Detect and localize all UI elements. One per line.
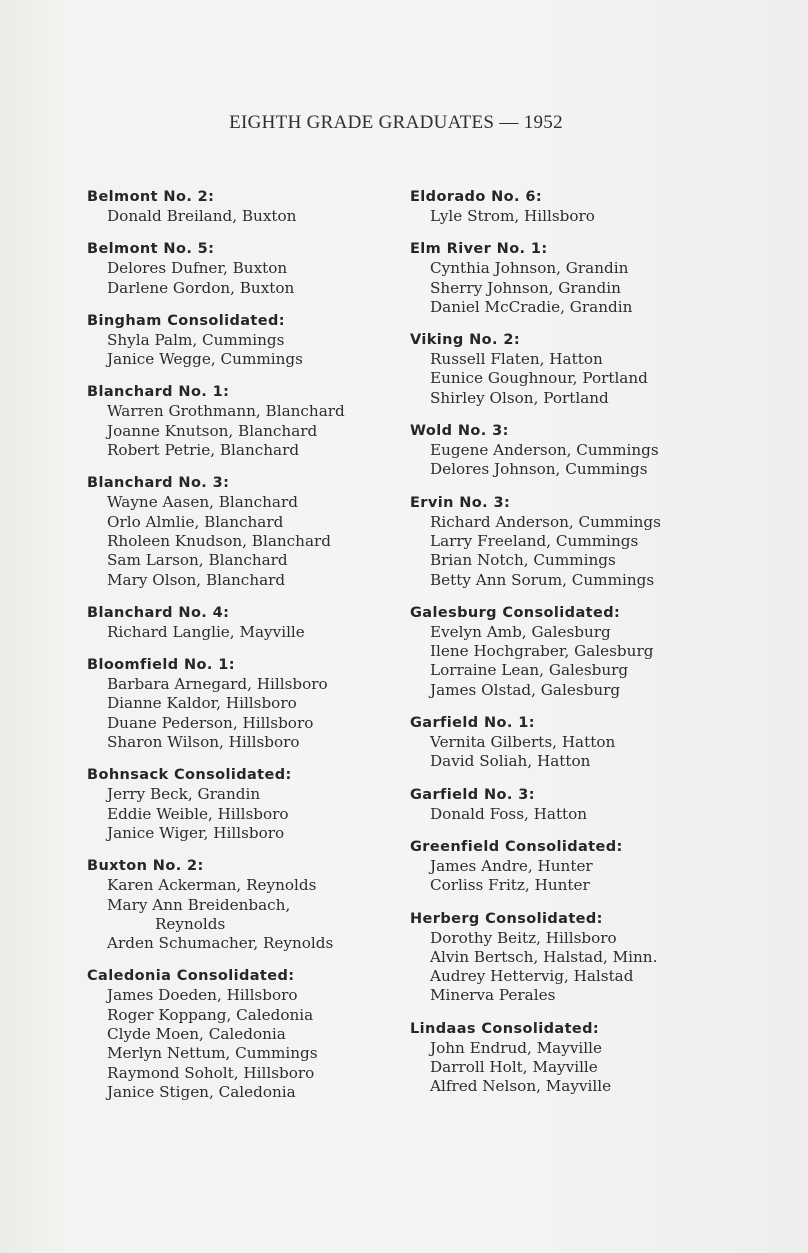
school-name: Belmont No. 5: bbox=[87, 241, 215, 258]
school-name: Eldorado No. 6: bbox=[410, 189, 543, 205]
graduate-entry: Alvin Bertsch, Halstad, Minn. bbox=[430, 947, 658, 966]
school-name: Bloomfield No. 1: bbox=[87, 657, 235, 674]
graduate-entry: Ilene Hochgraber, Galesburg bbox=[430, 642, 654, 661]
school-name: Belmont No. 2: bbox=[87, 189, 215, 205]
page-title: EIGHTH GRADE GRADUATES — 1952 bbox=[229, 112, 563, 133]
school-name: Elm River No. 1: bbox=[410, 241, 548, 258]
graduate-entry: Alfred Nelson, Mayville bbox=[430, 1077, 612, 1096]
school-block-belmont-no-5 bbox=[87, 240, 417, 298]
graduate-entry: Russell Flaten, Hatton bbox=[430, 350, 603, 369]
graduate-entry: Robert Petrie, Blanchard bbox=[107, 441, 300, 460]
graduate-entry: Richard Langlie, Mayville bbox=[107, 622, 305, 641]
graduate-entry: Jerry Beck, Grandin bbox=[107, 785, 261, 804]
school-block-wold-no-3 bbox=[410, 422, 740, 480]
graduate-entry: Minerva Perales bbox=[430, 986, 556, 1005]
school-block-bloomfield-no-1 bbox=[87, 656, 417, 752]
graduate-entry: Evelyn Amb, Galesburg bbox=[430, 622, 611, 641]
graduate-entry: Arden Schumacher, Reynolds bbox=[107, 934, 334, 953]
school-block-elm-river-no-1 bbox=[410, 240, 740, 317]
left-column bbox=[87, 188, 417, 1116]
graduate-entry: Shirley Olson, Portland bbox=[430, 388, 609, 407]
graduate-entry: Raymond Soholt, Hillsboro bbox=[107, 1063, 315, 1082]
graduate-entry: Reynolds bbox=[155, 914, 226, 933]
graduate-entry: Cynthia Johnson, Grandin bbox=[430, 259, 629, 278]
graduate-entry: Larry Freeland, Cummings bbox=[430, 531, 639, 550]
school-name: Blanchard No. 4: bbox=[87, 604, 230, 621]
graduate-entry: Mary Olson, Blanchard bbox=[107, 570, 286, 589]
school-name: Herberg Consolidated: bbox=[410, 910, 603, 927]
school-block-bohnsack-consolidated bbox=[87, 766, 417, 843]
graduate-entry: Delores Dufner, Buxton bbox=[107, 259, 288, 278]
graduate-entry: Donald Foss, Hatton bbox=[430, 804, 588, 823]
graduate-entry: James Olstad, Galesburg bbox=[430, 680, 621, 699]
school-block-garfield-no-3 bbox=[410, 786, 740, 824]
graduate-entry: Orlo Almlie, Blanchard bbox=[107, 512, 284, 531]
graduate-entry: Shyla Palm, Cummings bbox=[107, 330, 285, 349]
school-block-viking-no-2 bbox=[410, 331, 740, 408]
school-block-eldorado-no-6 bbox=[410, 188, 740, 226]
graduate-entry: Merlyn Nettum, Cummings bbox=[107, 1044, 318, 1063]
graduate-entry: Dorothy Beitz, Hillsboro bbox=[430, 928, 617, 947]
school-name: Wold No. 3: bbox=[410, 423, 509, 440]
graduate-entry: Daniel McCradie, Grandin bbox=[430, 297, 633, 316]
school-name: Blanchard No. 3: bbox=[87, 475, 230, 492]
graduate-entry: Roger Koppang, Caledonia bbox=[107, 1005, 314, 1024]
graduate-entry: Joanne Knutson, Blanchard bbox=[107, 421, 318, 440]
school-name: Buxton No. 2: bbox=[87, 858, 204, 875]
school-block-bingham-consolidated bbox=[87, 312, 417, 370]
school-block-buxton-no-2 bbox=[87, 857, 417, 953]
graduate-entry: David Soliah, Hatton bbox=[430, 752, 591, 771]
school-block-belmont-no-2 bbox=[87, 188, 417, 226]
graduate-entry: Eugene Anderson, Cummings bbox=[430, 441, 659, 460]
graduate-entry: Clyde Moen, Caledonia bbox=[107, 1025, 286, 1044]
graduate-entry: Corliss Fritz, Hunter bbox=[430, 876, 590, 895]
school-name: Garfield No. 3: bbox=[410, 786, 535, 803]
school-block-galesburg-consolidated bbox=[410, 604, 740, 700]
graduate-entry: John Endrud, Mayville bbox=[430, 1038, 602, 1057]
graduate-entry: Delores Johnson, Cummings bbox=[430, 460, 648, 479]
school-name: Garfield No. 1: bbox=[410, 715, 535, 732]
school-name: Viking No. 2: bbox=[410, 332, 521, 349]
graduate-entry: Karen Ackerman, Reynolds bbox=[107, 876, 317, 895]
right-column bbox=[410, 188, 740, 1111]
graduate-entry: Darlene Gordon, Buxton bbox=[107, 278, 295, 297]
graduate-entry: Janice Wegge, Cummings bbox=[107, 350, 303, 369]
graduate-entry: Richard Anderson, Cummings bbox=[430, 512, 661, 531]
graduate-entry: James Andre, Hunter bbox=[430, 856, 593, 875]
school-block-lindaas-consolidated bbox=[410, 1020, 740, 1097]
graduate-entry: Donald Breiland, Buxton bbox=[107, 207, 297, 225]
graduate-entry: Duane Pederson, Hillsboro bbox=[107, 713, 314, 732]
graduate-entry: Betty Ann Sorum, Cummings bbox=[430, 570, 655, 589]
school-block-blanchard-no-4 bbox=[87, 604, 417, 642]
graduate-entry: Barbara Arnegard, Hillsboro bbox=[107, 675, 328, 694]
school-name: Ervin No. 3: bbox=[410, 494, 511, 511]
graduate-entry: Eunice Goughnour, Portland bbox=[430, 369, 648, 388]
graduate-entry: Eddie Weible, Hillsboro bbox=[107, 804, 289, 823]
graduate-entry: Sam Larson, Blanchard bbox=[107, 551, 288, 570]
graduate-entry: Vernita Gilberts, Hatton bbox=[430, 733, 616, 752]
school-name: Lindaas Consolidated: bbox=[410, 1020, 600, 1037]
graduate-entry: Mary Ann Breidenbach, bbox=[107, 895, 291, 914]
graduate-entry: Brian Notch, Cummings bbox=[430, 551, 616, 570]
graduate-entry: Wayne Aasen, Blanchard bbox=[107, 493, 298, 512]
school-block-ervin-no-3 bbox=[410, 494, 740, 590]
school-name: Blanchard No. 1: bbox=[87, 384, 230, 401]
school-block-caledonia-consolidated bbox=[87, 967, 417, 1102]
school-block-garfield-no-1 bbox=[410, 714, 740, 772]
school-name: Caledonia Consolidated: bbox=[87, 968, 295, 985]
graduate-entry: Audrey Hettervig, Halstad bbox=[430, 967, 634, 986]
school-name: Bohnsack Consolidated: bbox=[87, 767, 292, 784]
graduate-entry: Darroll Holt, Mayville bbox=[430, 1058, 598, 1077]
school-name: Greenfield Consolidated: bbox=[410, 838, 623, 855]
graduate-entry: Warren Grothmann, Blanchard bbox=[107, 402, 345, 421]
school-name: Galesburg Consolidated: bbox=[410, 604, 621, 621]
graduate-entry: Dianne Kaldor, Hillsboro bbox=[107, 694, 297, 713]
graduate-entry: Sharon Wilson, Hillsboro bbox=[107, 733, 300, 752]
graduate-entry: Rholeen Knudson, Blanchard bbox=[107, 531, 331, 550]
graduate-entry: Lyle Strom, Hillsboro bbox=[430, 207, 595, 225]
graduate-entry: Lorraine Lean, Galesburg bbox=[430, 661, 629, 680]
school-block-herberg-consolidated bbox=[410, 910, 740, 1006]
school-block-blanchard-no-1 bbox=[87, 383, 417, 460]
school-block-greenfield-consolidated bbox=[410, 838, 740, 896]
graduate-entry: Janice Wiger, Hillsboro bbox=[107, 823, 285, 842]
graduate-entry: Sherry Johnson, Grandin bbox=[430, 278, 621, 297]
graduate-entry: Janice Stigen, Caledonia bbox=[107, 1082, 296, 1101]
school-block-blanchard-no-3 bbox=[87, 474, 417, 589]
graduate-entry: James Doeden, Hillsboro bbox=[107, 986, 298, 1005]
school-name: Bingham Consolidated: bbox=[87, 312, 285, 329]
